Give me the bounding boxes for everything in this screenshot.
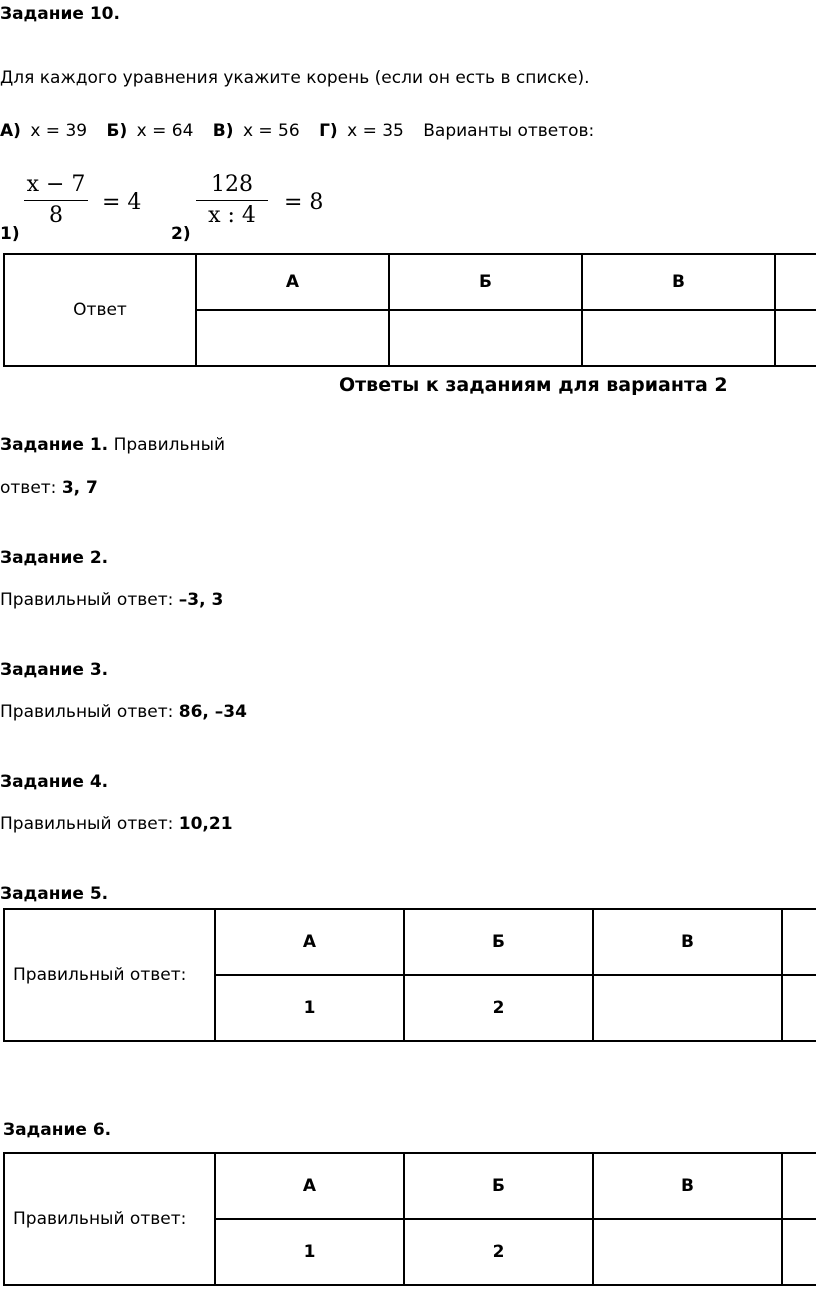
task10-instruction: Для каждого уравнения укажите корень (если он есть в списке). xyxy=(0,68,590,88)
answer-2-prefix: Правильный ответ: xyxy=(0,590,179,610)
answer-4-line xyxy=(0,814,233,834)
task6-header-cut xyxy=(782,1153,816,1219)
answer-1-prefix: ответ: xyxy=(0,478,62,498)
answer-cell-b[interactable] xyxy=(389,310,582,366)
option-v-letter: В) xyxy=(212,121,234,141)
equation-2-denominator: x : 4 xyxy=(208,203,256,228)
answer-3-title: Задание 3. xyxy=(0,660,109,680)
equation-2-label: 2) xyxy=(171,224,191,244)
equation-2-rhs: = 8 xyxy=(284,190,324,215)
answer-2-line xyxy=(0,590,223,610)
answer-4-prefix: Правильный ответ: xyxy=(0,814,179,834)
task5-title: Задание 5. xyxy=(0,884,109,904)
task6-row-label: Правильный ответ: xyxy=(4,1153,215,1285)
task10-title: Задание 10. xyxy=(0,4,120,24)
header-v: В xyxy=(582,254,775,310)
task5-header-v: В xyxy=(593,909,782,975)
answer-1-value: 3, 7 xyxy=(61,478,98,498)
task10-options-line xyxy=(0,121,594,141)
header-g-cut xyxy=(775,254,816,310)
answer-row-label: Ответ xyxy=(4,254,196,366)
header-a: А xyxy=(196,254,389,310)
option-a-value: x = 39 xyxy=(30,121,88,141)
task6-header-v: В xyxy=(593,1153,782,1219)
task5-row-label: Правильный ответ: xyxy=(4,909,215,1041)
option-g-letter: Г) xyxy=(319,121,338,141)
answer-1-line1 xyxy=(0,435,225,455)
equation-1-label: 1) xyxy=(0,224,20,244)
task5-value-cut xyxy=(782,975,816,1041)
answer-3-value: 86, –34 xyxy=(178,702,247,722)
equation-1-fraction xyxy=(24,172,88,229)
answer-1-text: Правильный xyxy=(113,435,226,455)
fraction-bar xyxy=(24,200,88,201)
option-a-letter: А) xyxy=(0,121,21,141)
task10-answer-table xyxy=(3,253,816,367)
task6-answer-table xyxy=(3,1152,816,1286)
answer-4-title: Задание 4. xyxy=(0,772,109,792)
task6-header-a: А xyxy=(215,1153,404,1219)
answer-cell-g-cut[interactable] xyxy=(775,310,816,366)
option-b-value: x = 64 xyxy=(136,121,194,141)
answer-1-title: Задание 1. xyxy=(0,435,109,455)
equation-2-numerator: 128 xyxy=(211,172,253,197)
answer-3-line xyxy=(0,702,247,722)
answer-1-line2 xyxy=(0,478,98,498)
equation-1-rhs: = 4 xyxy=(102,190,142,215)
answer-3-prefix: Правильный ответ: xyxy=(0,702,179,722)
task6-value-cut xyxy=(782,1219,816,1285)
task6-value-a: 1 xyxy=(215,1219,404,1285)
task6-value-v xyxy=(593,1219,782,1285)
fraction-bar xyxy=(196,200,268,201)
answer-cell-a[interactable] xyxy=(196,310,389,366)
equation-2-fraction xyxy=(196,172,268,229)
task6-value-b: 2 xyxy=(404,1219,593,1285)
task5-header-b: Б xyxy=(404,909,593,975)
equation-1-denominator: 8 xyxy=(49,203,63,228)
equation-1-numerator: x − 7 xyxy=(26,172,86,197)
answer-2-title: Задание 2. xyxy=(0,548,109,568)
task6-header-b: Б xyxy=(404,1153,593,1219)
option-g-value: x = 35 xyxy=(347,121,404,141)
task6-title: Задание 6. xyxy=(3,1120,112,1140)
answer-4-value: 10,21 xyxy=(178,814,233,834)
task5-answer-table xyxy=(3,908,816,1042)
task5-value-b: 2 xyxy=(404,975,593,1041)
task5-header-cut xyxy=(782,909,816,975)
answers-title: Ответы к заданиям для варианта 2 xyxy=(339,374,728,396)
task5-value-v xyxy=(593,975,782,1041)
answer-2-value: –3, 3 xyxy=(178,590,224,610)
answer-cell-v[interactable] xyxy=(582,310,775,366)
option-v-value: x = 56 xyxy=(242,121,300,141)
header-b: Б xyxy=(389,254,582,310)
option-b-letter: Б) xyxy=(106,121,128,141)
options-label: Варианты ответов: xyxy=(423,121,595,141)
task5-value-a: 1 xyxy=(215,975,404,1041)
task5-header-a: А xyxy=(215,909,404,975)
